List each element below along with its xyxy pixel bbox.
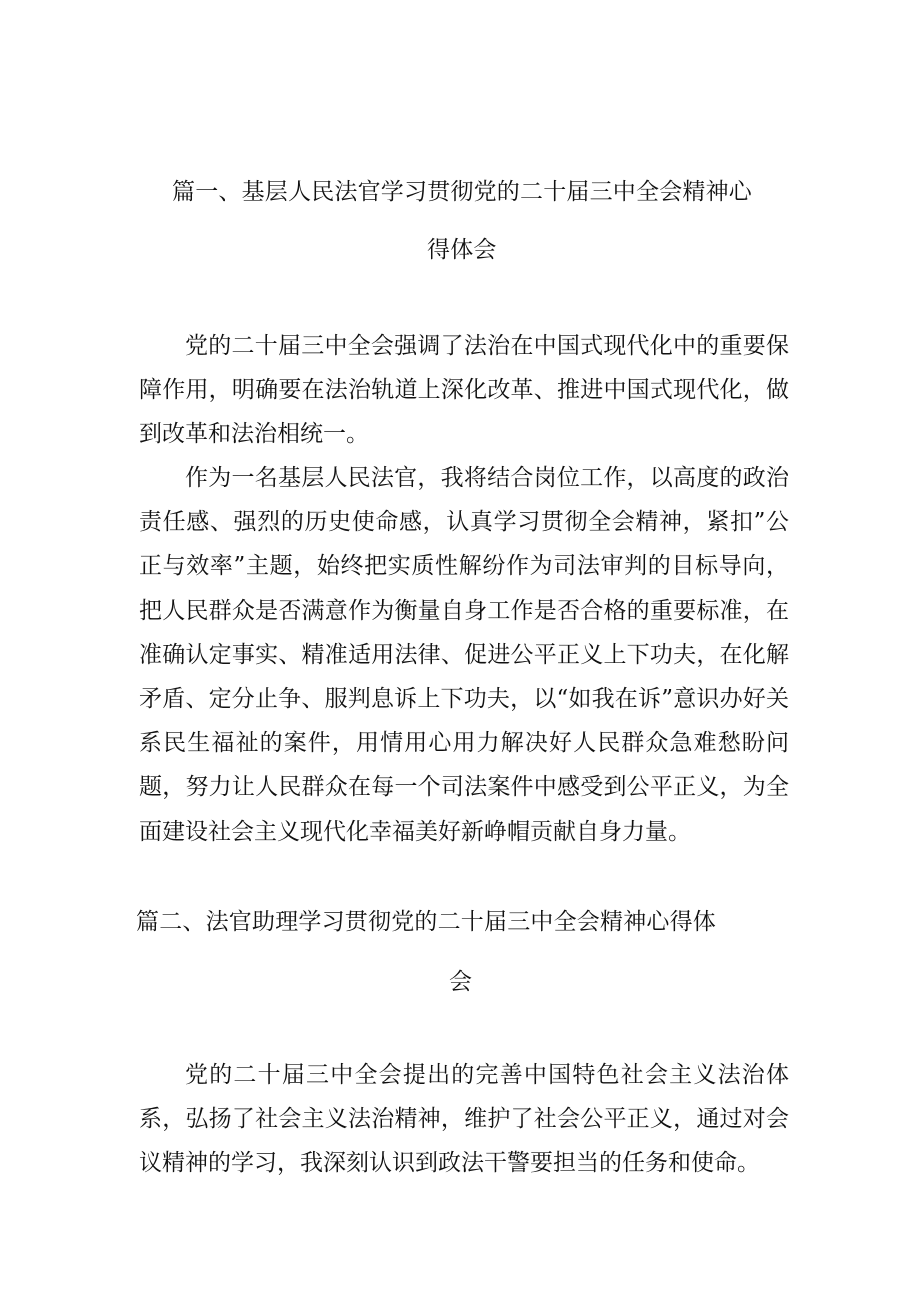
section1-title-line1: 篇一、基层人民法官学习贯彻党的二十届三中全会精神心 — [172, 179, 752, 205]
section1-paragraph-2: 作为一名基层人民法官，我将结合岗位工作，以高度的政治责任感、强烈的历史使命感，认真学习贯彻全会精神，紧扣”公正与效率”主题，始终把实质性解纷作为司法审判的目标导向，把人民群众是否满意作为衡量自身工作是否合格的重要标准，在准确认定事实、精准适用法律、促进公平正义上下功夫，在化解矛盾、定分止争、服判息诉上下功夫，以“如我在诉”意识办好关系民生福祉的案件，用情用心用力解决好人民群众急难愁盼问题，努力让人民群众在每一个司法案件中感受到公平正义，为全面建设社会主义现代化幸福美好新峥帽贡献自身力量。 — [139, 465, 789, 845]
section2-paragraph-1: 党的二十届三中全会提出的完善中国特色社会主义法治体系，弘扬了社会主义法治精神，维护了社会公平正义，通过对会议精神的学习，我深刻认识到政法干警要担当的任务和使命。 — [139, 1062, 789, 1177]
section2-title-line2: 会 — [449, 969, 473, 995]
section1-title-line2: 得体会 — [427, 237, 497, 263]
section1-paragraph-1: 党的二十届三中全会强调了法治在中国式现代化中的重要保障作用，明确要在法治轨道上深化改革、推进中国式现代化，做到改革和法治相统一。 — [139, 333, 789, 448]
section2-title-line1: 篇二、法官助理学习贯彻党的二十届三中全会精神心得体 — [136, 909, 716, 935]
